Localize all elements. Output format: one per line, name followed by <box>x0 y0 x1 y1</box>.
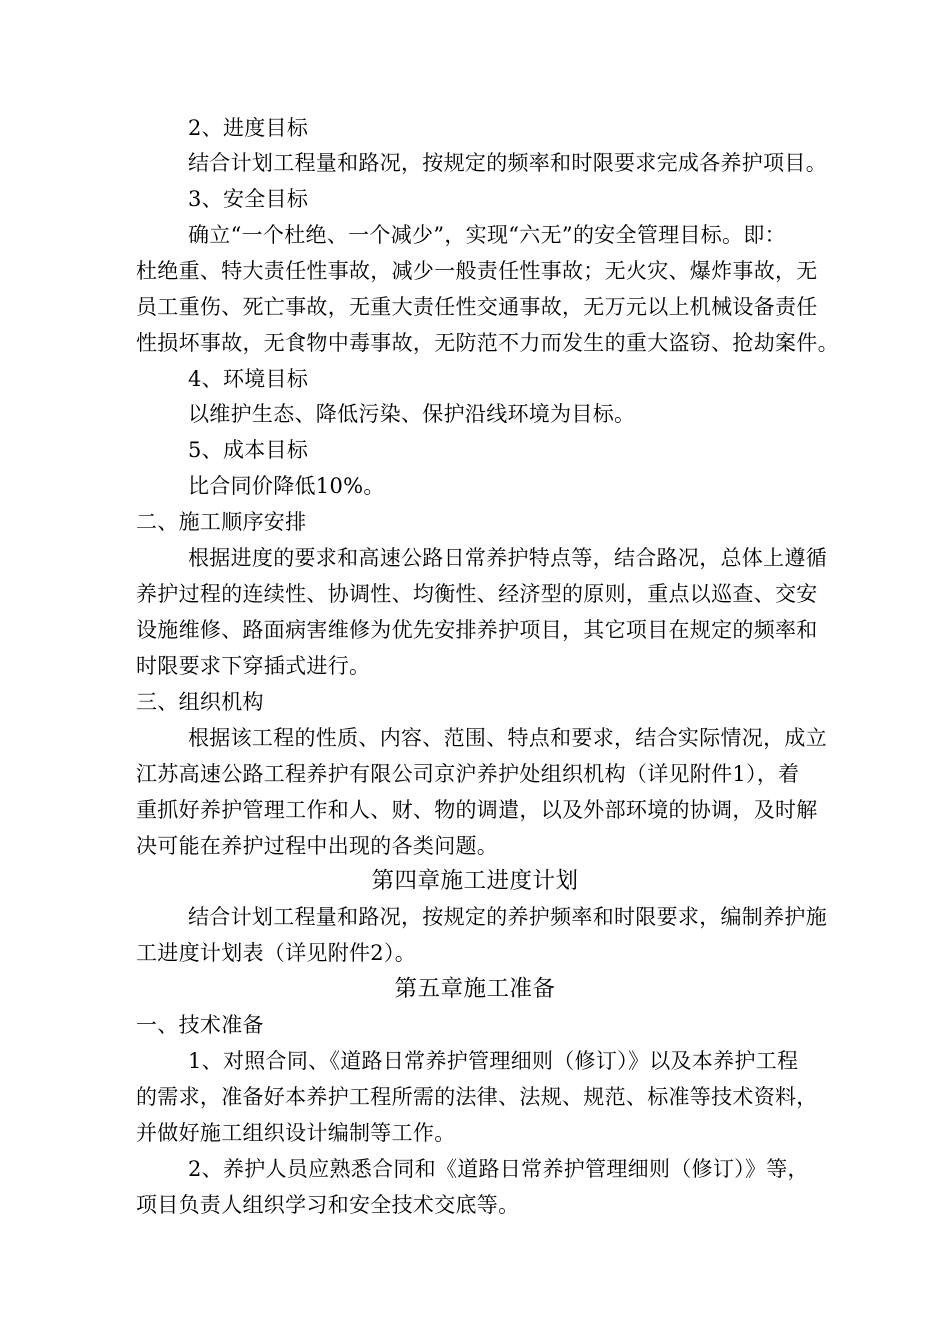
paragraph-line: 设施维修、路面病害维修为优先安排养护项目，其它项目在规定的频率和 <box>136 618 818 642</box>
paragraph-line: 结合计划工程量和路况，按规定的频率和时限要求完成各养护项目。 <box>188 151 827 175</box>
paragraph-line: 杜绝重、特大责任性事故，减少一般责任性事故；无火灾、爆炸事故，无 <box>136 259 818 283</box>
paragraph-line: 时限要求下穿插式进行。 <box>136 654 371 678</box>
heading-progress-goal: 2、进度目标 <box>188 116 309 140</box>
chapter-title-schedule: 第四章施工进度计划 <box>371 868 579 894</box>
paragraph-line: 性损坏事故，无食物中毒事故，无防范不力而发生的重大盗窃、抢劫案件。 <box>136 331 839 355</box>
chapter-title-preparation: 第五章施工准备 <box>394 976 556 1002</box>
section-heading-technical-prep: 一、技术准备 <box>136 1013 264 1037</box>
paragraph-line: 工进度计划表（详见附件2）。 <box>136 941 417 965</box>
paragraph-line: 的需求，准备好本养护工程所需的法律、法规、规范、标准等技术资料， <box>136 1085 818 1109</box>
paragraph-line: 项目负责人组织学习和安全技术交底等。 <box>136 1193 520 1217</box>
paragraph-line: 养护过程的连续性、协调性、均衡性、经济型的原则，重点以巡查、交安 <box>136 582 818 606</box>
section-heading-organization: 三、组织机构 <box>136 690 264 714</box>
paragraph-line: 员工重伤、死亡事故，无重大责任性交通事故，无万元以上机械设备责任 <box>136 295 818 319</box>
heading-safety-goal: 3、安全目标 <box>188 187 309 211</box>
paragraph-line: 重抓好养护管理工作和人、财、物的调遣，以及外部环境的协调，及时解 <box>136 798 818 822</box>
paragraph-line: 结合计划工程量和路况，按规定的养护频率和时限要求，编制养护施 <box>188 905 827 929</box>
paragraph-line: 江苏高速公路工程养护有限公司京沪养护处组织机构（详见附件1），着 <box>136 762 800 786</box>
paragraph-line: 根据进度的要求和高速公路日常养护特点等，结合路况，总体上遵循 <box>188 546 827 570</box>
paragraph-line: 以维护生态、降低污染、保护沿线环境为目标。 <box>188 402 636 426</box>
paragraph-line: 决可能在养护过程中出现的各类问题。 <box>136 834 499 858</box>
heading-environment-goal: 4、环境目标 <box>188 367 309 391</box>
section-heading-construction-order: 二、施工顺序安排 <box>136 510 307 534</box>
paragraph-line: 确立“一个杜绝、一个减少”，实现“六无”的安全管理目标。即： <box>188 223 786 247</box>
heading-cost-goal: 5、成本目标 <box>188 438 309 462</box>
paragraph-line: 1、对照合同、《道路日常养护管理细则（修订）》以及本养护工程 <box>188 1049 799 1073</box>
paragraph-line: 并做好施工组织设计编制等工作。 <box>136 1121 456 1145</box>
paragraph-line: 比合同价降低10%。 <box>188 474 385 498</box>
paragraph-line: 2、养护人员应熟悉合同和《道路日常养护管理细则（修订）》等， <box>188 1157 809 1181</box>
paragraph-line: 根据该工程的性质、内容、范围、特点和要求，结合实际情况，成立 <box>188 726 827 750</box>
